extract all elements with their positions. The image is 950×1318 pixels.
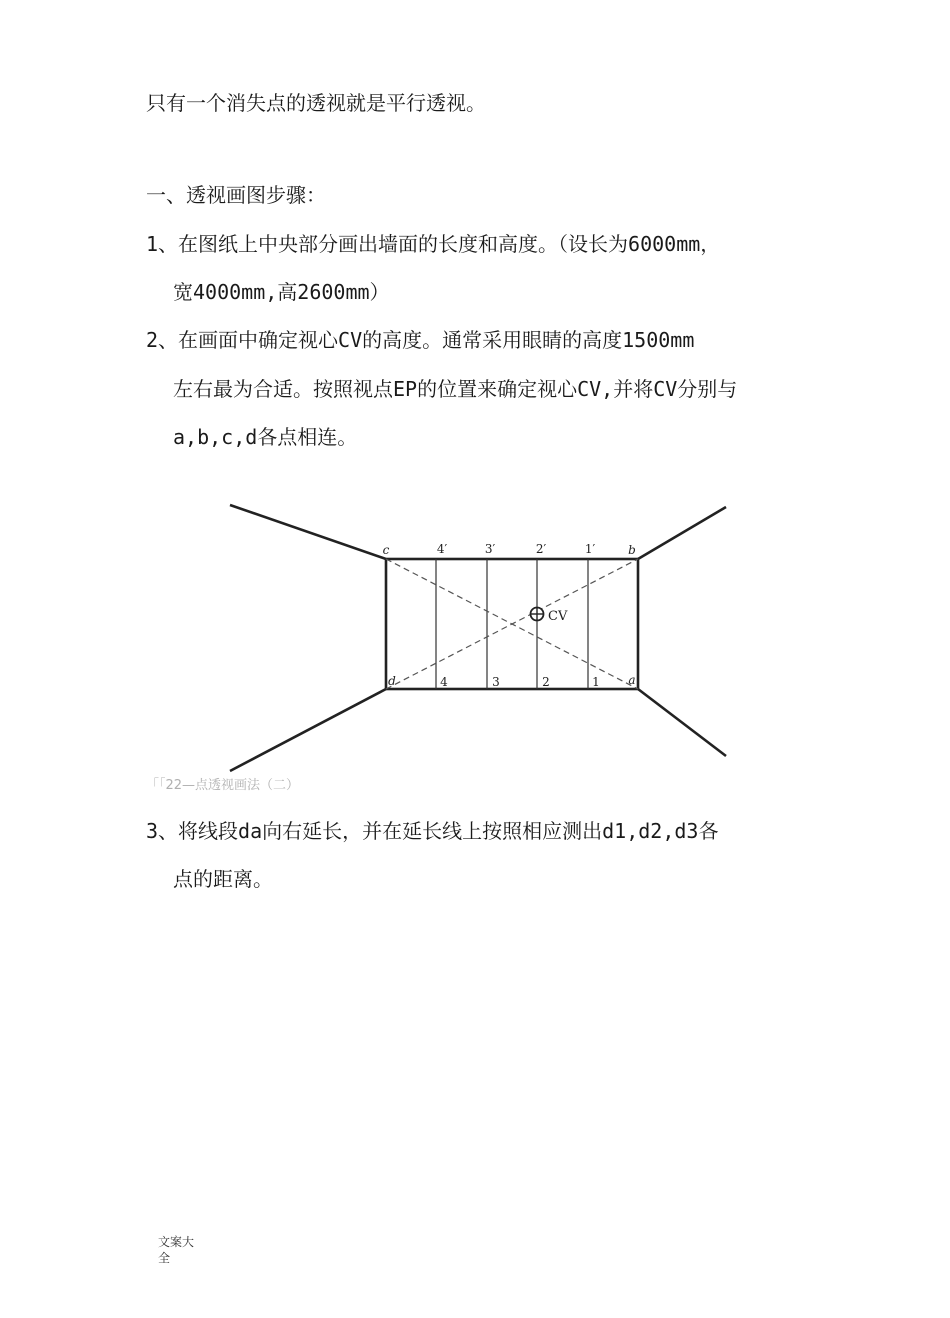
label-4-prime: 4′ bbox=[436, 542, 448, 556]
step-2-line-1: 2、在画面中确定视心CV的高度。通常采用眼睛的高度1500mm bbox=[146, 328, 695, 352]
step-3-line-2: 点的距离。 bbox=[173, 867, 273, 891]
label-3-prime: 3′ bbox=[484, 542, 496, 556]
step-2-line-3: a,b,c,d各点相连。 bbox=[173, 425, 358, 449]
step-1-line-1: 1、在图纸上中央部分画出墙面的长度和高度。（设长为6000mm， bbox=[146, 232, 721, 256]
perspective-line-c bbox=[230, 505, 386, 559]
label-1: 1 bbox=[592, 675, 600, 689]
page-footer: 文案大全 bbox=[158, 1235, 195, 1265]
label-2: 2 bbox=[542, 675, 550, 689]
label-c: c bbox=[382, 543, 390, 557]
label-a: a bbox=[628, 673, 636, 687]
step-2-line-2: 左右最为合适。按照视点EP的位置来确定视心CV,并将CV分别与 bbox=[173, 377, 738, 401]
label-2-prime: 2′ bbox=[535, 542, 547, 556]
label-d: d bbox=[388, 674, 396, 688]
label-3: 3 bbox=[492, 675, 500, 689]
figure-caption: 「「22—点透视画法（二） bbox=[146, 778, 300, 793]
step-1-line-2: 宽4000mm,高2600mm） bbox=[173, 280, 390, 304]
paragraph-intro: 只有一个消失点的透视就是平行透视。 bbox=[146, 91, 486, 115]
label-cv: CV bbox=[548, 609, 568, 624]
perspective-line-b bbox=[638, 507, 726, 559]
label-1-prime: 1′ bbox=[584, 542, 596, 556]
perspective-line-d bbox=[230, 689, 386, 771]
step-3-line-1: 3、将线段da向右延长，并在延长线上按照相应测出d1,d2,d3各 bbox=[146, 819, 719, 843]
section-heading: 一、透视画图步骤： bbox=[146, 183, 326, 207]
label-b: b bbox=[628, 543, 636, 557]
label-4: 4 bbox=[440, 675, 448, 689]
perspective-line-a bbox=[638, 689, 726, 756]
